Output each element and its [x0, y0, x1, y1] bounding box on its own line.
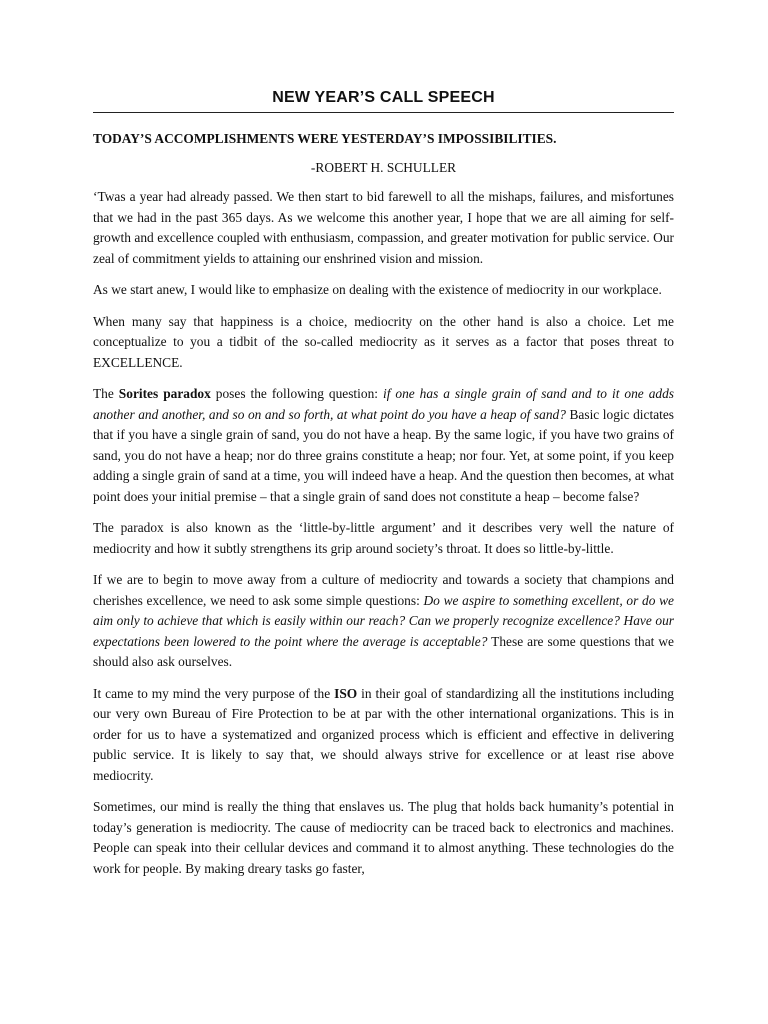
epigraph-quote: TODAY’S ACCOMPLISHMENTS WERE YESTERDAY’S IMPOSSIBILITIES.	[93, 131, 557, 146]
paragraph-6-text-a: If we are to begin to move away from a culture of mediocrity and towards a society that champions and cherishes excellence, we need to ask some simple questions:	[93, 572, 674, 608]
epigraph-author: -ROBERT H. SCHULLER	[310, 160, 457, 175]
paragraph-7-text-c: in their goal of standardizing all the institutions including our very own Bureau of Fire Protection to be at par with the other international organizations. This is in order for us to have a systematized and organized process which is efficient and effective in delivering public service. It is likely to say that, we should always strive for excellence or at least rise above mediocrity.	[93, 685, 674, 783]
paragraph-5: The paradox is also known as the ‘little-by-little argument’ and it describes very well the nature of mediocrity and how it subtly strengthens its grip around society’s throat. It does so little-by-little.	[93, 520, 674, 556]
paragraph-1: ‘Twas a year had already passed. We then start to bid farewell to all the mishaps, failures, and misfortunes that we had in the past 365 days. As we welcome this another year, I hope that we are all aiming for self-growth and excellence coupled with enthusiasm, compassion, and greater motivation for public service. Our zeal of commitment yields to attaining our enshrined vision and mission.	[93, 189, 674, 266]
reflection-questions: Do we aspire to something excellent, or do we aim only to achieve that which is easily within our reach? Can we properly recognize excellence? Have our expectations been lowered to the point where the average is acceptable?	[93, 592, 674, 649]
sorites-paradox-term: Sorites paradox	[118, 386, 211, 401]
paragraph-4-text-a: The	[93, 386, 119, 401]
paragraph-6	[93, 570, 674, 673]
page-title: NEW YEAR’S CALL SPEECH	[272, 89, 495, 106]
sorites-question: if one has a single grain of sand and to it one adds another and another, and so on and so forth, at what point do you have a heap of sand?	[93, 386, 674, 422]
title-divider	[93, 112, 674, 113]
paragraph-7	[93, 684, 674, 787]
paragraph-6-text-c: These are some questions that we should also ask ourselves.	[93, 633, 674, 669]
paragraph-3: When many say that happiness is a choice, mediocrity on the other hand is also a choice. Let me conceptualize to you a tidbit of the so-called mediocrity as it serves as a factor that poses threat to EXCELLENCE.	[93, 313, 674, 370]
paragraph-4-text-c: poses the following question:	[210, 386, 383, 401]
iso-term: ISO	[334, 685, 358, 701]
speech-body	[93, 187, 674, 890]
paragraph-7-text-a: It came to my mind the very purpose of the	[93, 685, 335, 701]
paragraph-8: Sometimes, our mind is really the thing that enslaves us. The plug that holds back humanity’s potential in today’s generation is mediocrity. The cause of mediocrity can be traced back to electronics and machines. People can speak into their cellular devices and command it to almost anything. These technologies do the work for people. By making dreary tasks go faster,	[93, 799, 674, 876]
paragraph-4	[93, 384, 674, 507]
paragraph-2: As we start anew, I would like to emphasize on dealing with the existence of mediocrity in our workplace.	[93, 282, 662, 297]
paragraph-4-text-e: Basic logic dictates that if you have a single grain of sand, you do not have a heap. By the same logic, if you have two grains of sand, you do not have a heap; nor do three grains constitute a heap; nor four. Yet, at some point, if you keep adding a single grain of sand at a time, you will indeed have a heap. And the question then becomes, at what point does your initial premise – that a single grain of sand does not constitute a heap – become false?	[93, 406, 675, 504]
